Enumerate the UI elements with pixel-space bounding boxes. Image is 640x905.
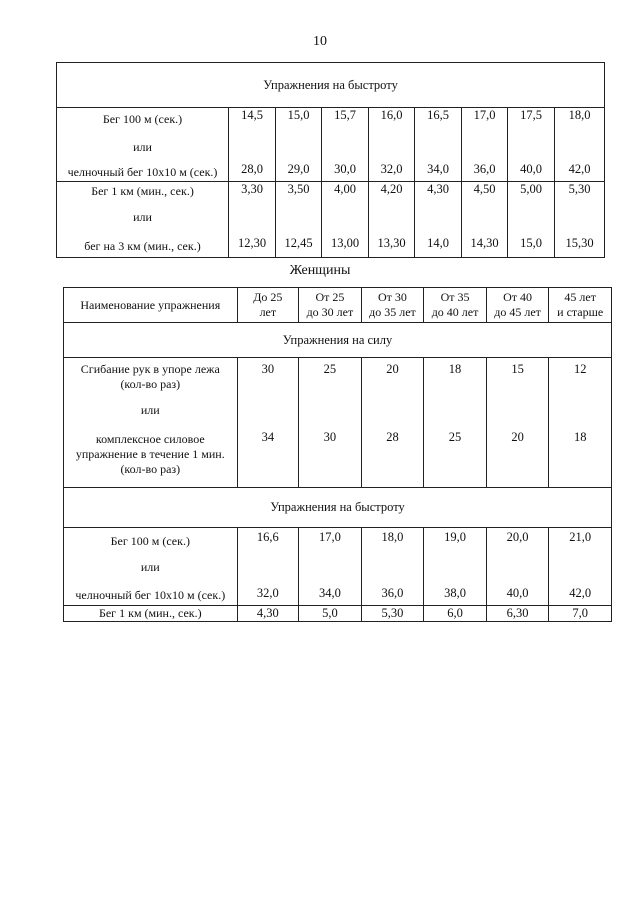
value-top: 17,0: [473, 108, 496, 122]
value-cell: [229, 108, 276, 182]
exercise-name-cell: [57, 108, 229, 182]
value-top: 12: [573, 362, 587, 376]
value-cell: [237, 358, 299, 488]
header-age-line2: до 40 лет: [431, 305, 479, 319]
value-bottom: 18: [573, 430, 587, 444]
value-cell: [276, 108, 322, 182]
page-number: 10: [313, 34, 327, 49]
value-bottom: 14,30: [470, 236, 499, 250]
value-bottom: 29,0: [287, 162, 310, 176]
value-cell: 5,30: [361, 606, 424, 622]
value-cell: 4,30: [237, 606, 299, 622]
value-top: 18,0: [568, 108, 591, 122]
value-top: 17,5: [520, 108, 542, 122]
value-top: 18: [448, 362, 462, 376]
value-bottom: 34: [261, 430, 275, 444]
value-top: 4,30: [427, 182, 449, 196]
value-bottom: 15,30: [565, 236, 594, 250]
header-age-group: [361, 288, 424, 323]
exercise-alt-name: челночный бег 10х10 м (сек.): [75, 588, 226, 602]
value-top: 21,0: [569, 530, 592, 544]
header-age-line2: лет: [259, 305, 277, 319]
header-age-line1: От 30: [378, 290, 407, 304]
exercise-or: или: [133, 210, 152, 224]
value-cell: [424, 358, 487, 488]
exercise-name: Сгибание рук в упоре лежа: [80, 362, 220, 376]
header-exercise-name: Наименование упражнения: [64, 288, 238, 323]
exercise-name: Бег 100 м (сек.): [102, 112, 183, 126]
value-cell: [369, 182, 415, 258]
header-age-line1: От 35: [440, 290, 470, 304]
value-cell: 5,0: [299, 606, 362, 622]
value-cell: [486, 358, 549, 488]
table-row-run-1km: [64, 606, 612, 622]
exercise-alt-name-unit: (кол-во раз): [120, 462, 181, 476]
value-top: 16,0: [380, 108, 403, 122]
value-top: 20: [386, 362, 399, 376]
value-top: 15,0: [287, 108, 310, 122]
value-bottom: 13,30: [377, 236, 406, 250]
value-bottom: 28,0: [241, 162, 263, 176]
value-cell: [276, 182, 322, 258]
value-cell: 6,30: [486, 606, 549, 622]
exercise-name: Бег 1 км (мин., сек.): [64, 606, 238, 622]
value-top: 4,00: [334, 182, 356, 196]
value-bottom: 38,0: [444, 586, 466, 600]
header-age-line1: 45 лет: [564, 290, 596, 304]
value-top: 3,50: [287, 182, 310, 196]
value-cell: [462, 182, 508, 258]
exercise-name-unit: (кол-во раз): [120, 377, 181, 391]
header-age-line2: и старше: [557, 305, 604, 319]
table-row-run-1km: [57, 182, 605, 258]
value-cell: [299, 358, 362, 488]
value-bottom: 32,0: [380, 162, 403, 176]
exercise-name-cell: [64, 358, 238, 488]
value-top: 20,0: [506, 530, 529, 544]
exercise-alt-name: комплексное силовое: [95, 432, 205, 446]
value-cell: [237, 528, 299, 606]
value-top: 30: [261, 362, 275, 376]
value-cell: [486, 528, 549, 606]
value-bottom: 40,0: [520, 162, 542, 176]
exercise-name: Бег 100 м (сек.): [110, 534, 190, 548]
value-top: 15,7: [334, 108, 356, 122]
exercise-name-cell: [64, 528, 238, 606]
value-cell: [322, 182, 369, 258]
value-bottom: 32,0: [256, 586, 279, 600]
men-standards-table: [56, 62, 605, 258]
value-cell: [555, 182, 605, 258]
value-top: 14,5: [241, 108, 263, 122]
value-cell: [299, 528, 362, 606]
value-bottom: 36,0: [473, 162, 496, 176]
header-age-group: [549, 288, 612, 323]
section-title-speed: Упражнения на быстроту: [64, 488, 612, 528]
value-cell: [415, 108, 462, 182]
value-bottom: 12,30: [237, 236, 267, 250]
value-bottom: 14,0: [427, 236, 449, 250]
value-bottom: 34,0: [318, 586, 341, 600]
value-bottom: 30,0: [334, 162, 356, 176]
table-row-run-100m: [64, 528, 612, 606]
value-cell: [555, 108, 605, 182]
value-top: 17,0: [318, 530, 341, 544]
value-bottom: 34,0: [427, 162, 449, 176]
value-top: 3,30: [241, 182, 263, 196]
value-bottom: 12,45: [284, 236, 313, 250]
value-bottom: 28: [386, 430, 399, 444]
value-bottom: 20: [511, 430, 524, 444]
section-title-speed: Упражнения на быстроту: [57, 63, 605, 108]
value-cell: [229, 182, 276, 258]
value-top: 19,0: [444, 530, 466, 544]
exercise-or: или: [140, 560, 160, 574]
value-bottom: 15,0: [520, 236, 542, 250]
value-bottom: 36,0: [381, 586, 404, 600]
value-bottom: 40,0: [506, 586, 529, 600]
exercise-alt-name-2: упражнение в течение 1 мин.: [75, 447, 225, 461]
header-age-line2: до 45 лет: [494, 305, 541, 319]
value-cell: [508, 182, 555, 258]
value-top: 4,20: [380, 182, 403, 196]
value-cell: [549, 528, 612, 606]
value-bottom: 25: [448, 430, 462, 444]
header-age-group: [299, 288, 362, 323]
exercise-alt-name: челночный бег 10х10 м (сек.): [67, 165, 218, 179]
exercise-or: или: [140, 403, 160, 417]
value-bottom: 30: [323, 430, 337, 444]
value-top: 15: [511, 362, 524, 376]
header-age-line2: до 30 лет: [306, 305, 354, 319]
women-heading: Женщины: [289, 263, 351, 278]
value-cell: [549, 358, 612, 488]
value-bottom: 42,0: [569, 586, 592, 600]
value-top: 16,6: [256, 530, 279, 544]
header-age-line2: до 35 лет: [369, 305, 416, 319]
exercise-name-cell: [57, 182, 229, 258]
value-cell: [508, 108, 555, 182]
header-age-group: [424, 288, 487, 323]
header-age-group: [237, 288, 299, 323]
exercise-or: или: [133, 140, 152, 154]
header-age-group: [486, 288, 549, 323]
table-header-row: [64, 288, 612, 323]
women-standards-table: [63, 287, 612, 622]
value-top: 25: [323, 362, 337, 376]
value-top: 16,5: [427, 108, 449, 122]
value-cell: [424, 528, 487, 606]
value-bottom: 13,00: [330, 236, 360, 250]
value-cell: [361, 528, 424, 606]
value-top: 4,50: [473, 182, 496, 196]
header-age-line1: До 25: [253, 290, 283, 304]
section-title-strength: Упражнения на силу: [64, 323, 612, 358]
table-row-run-100m: [57, 108, 605, 182]
value-cell: [462, 108, 508, 182]
value-top: 5,30: [568, 182, 591, 196]
header-age-line1: От 25: [315, 290, 345, 304]
value-cell: [415, 182, 462, 258]
header-age-line1: От 40: [503, 290, 533, 304]
value-cell: [369, 108, 415, 182]
value-bottom: 42,0: [568, 162, 591, 176]
value-top: 18,0: [381, 530, 404, 544]
value-cell: [361, 358, 424, 488]
exercise-name: Бег 1 км (мин., сек.): [91, 184, 194, 198]
value-top: 5,00: [520, 182, 542, 196]
value-cell: 6,0: [424, 606, 487, 622]
table-row-push-ups: [64, 358, 612, 488]
value-cell: 7,0: [549, 606, 612, 622]
exercise-alt-name: бег на 3 км (мин., сек.): [84, 239, 201, 253]
value-cell: [322, 108, 369, 182]
